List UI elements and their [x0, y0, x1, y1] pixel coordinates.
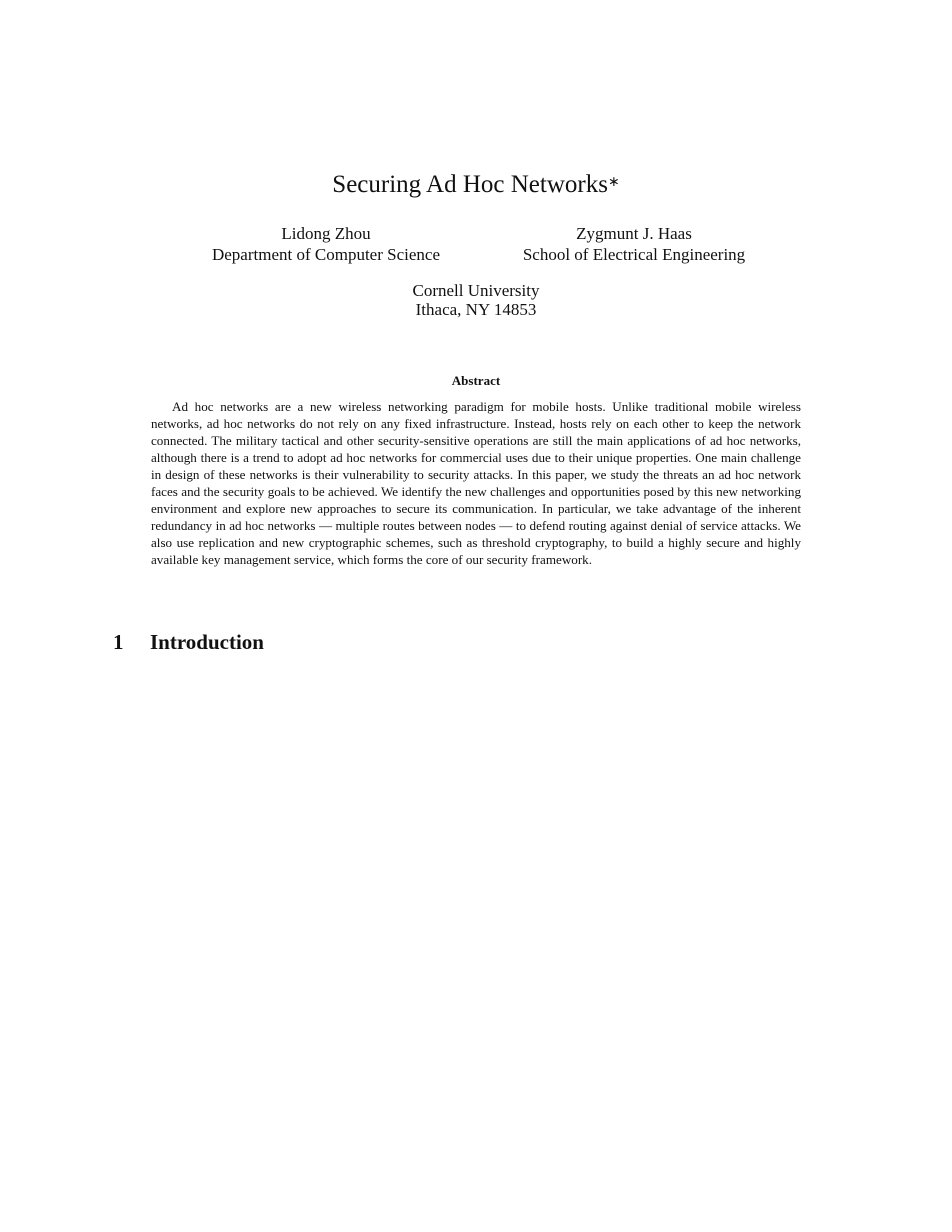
- author-name-2: Zygmunt J. Haas: [576, 224, 692, 243]
- affiliation-block: [0, 281, 952, 319]
- author-department-2: School of Electrical Engineering: [522, 245, 746, 264]
- author-name-1: Lidong Zhou: [281, 224, 371, 243]
- abstract-body: Ad hoc networks are a new wireless networking paradigm for mobile hosts. Unlike traditional mobile wireless networks, ad hoc networks do not rely on any fixed infrastructure. Instead, hosts rely on each other to keep the network connected. The military tactical and other security-sensitive operations are still the main applications of ad hoc networks, although there is a trend to adopt ad hoc networks for commercial uses due to their unique properties. One main challenge in design of these networks is their vulnerability to security attacks. In this paper, we study the threats an ad hoc network faces and the security goals to be achieved. We identify the new challenges and opportunities posed by this new networking environment and explore new approaches to secure its communication. In particular, we take advantage of the inherent redundancy in ad hoc networks — multiple routes between nodes — to defend routing against denial of service attacks. We also use replication and new cryptographic schemes, such as threshold cryptography, to build a highly secure and highly available key management service, which forms the core of our security framework.: [151, 399, 801, 567]
- author-block-1: [176, 223, 476, 265]
- location: Ithaca, NY 14853: [415, 300, 537, 319]
- title-footnote-mark: ∗: [607, 175, 620, 190]
- section-title: Introduction: [150, 630, 264, 654]
- section-heading-introduction: [113, 629, 264, 655]
- abstract-heading: Abstract: [451, 373, 501, 388]
- author-block-2: [484, 223, 784, 265]
- author-department-1: Department of Computer Science: [211, 245, 440, 264]
- paper-title-text: Securing Ad Hoc Networks: [332, 171, 608, 198]
- institution: Cornell University: [412, 281, 540, 300]
- section-number: 1: [113, 630, 124, 654]
- paper-title: [0, 170, 952, 200]
